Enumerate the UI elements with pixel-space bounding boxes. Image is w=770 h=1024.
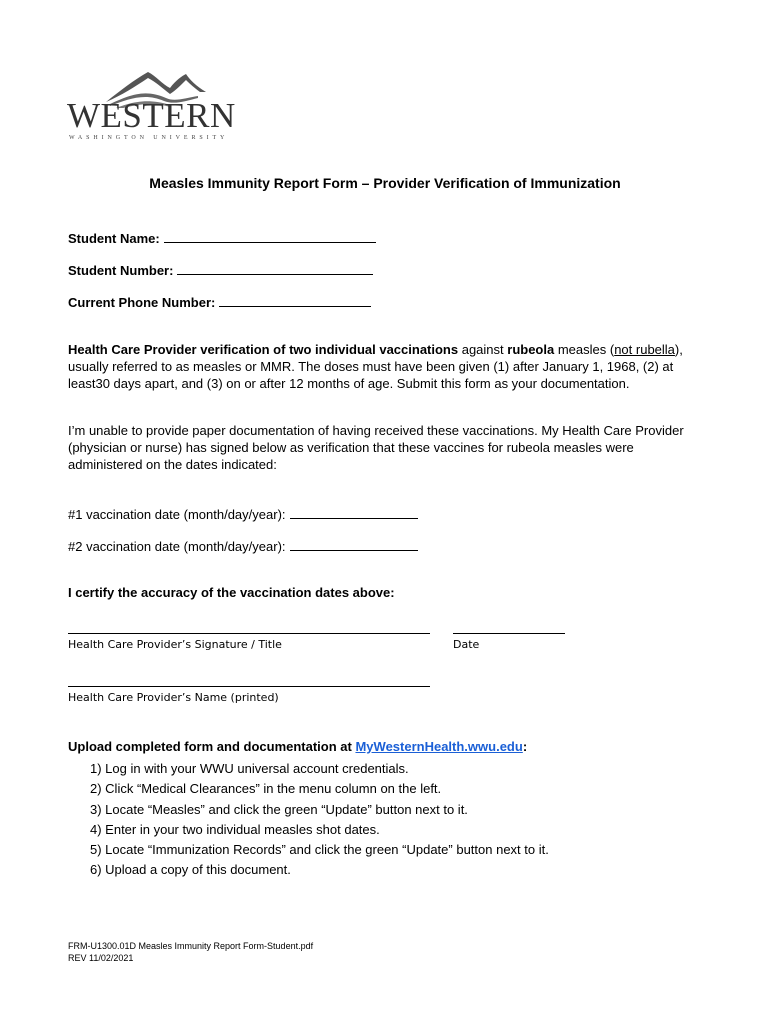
upload-step: 6) Upload a copy of this document. xyxy=(90,862,291,878)
printed-name-label: Health Care Provider’s Name (printed) xyxy=(68,691,279,704)
mywesternhealth-link[interactable]: MyWesternHealth.wwu.edu xyxy=(355,739,523,754)
vaccination-1-label: #1 vaccination date (month/day/year): xyxy=(68,507,286,522)
upload-step: 5) Locate “Immunization Records” and click the green “Update” button next to it. xyxy=(90,842,549,858)
footer xyxy=(68,940,313,964)
logo-subtitle: WASHINGTON UNIVERSITY xyxy=(69,135,229,141)
logo-wordmark: WESTERN xyxy=(67,96,236,135)
phone-label: Current Phone Number: xyxy=(68,295,216,310)
upload-steps xyxy=(90,759,549,881)
footer-revision: REV 11/02/2021 xyxy=(68,953,134,963)
student-name-input[interactable] xyxy=(164,229,376,243)
date-label: Date xyxy=(453,638,480,651)
not-rubella-note: not rubella xyxy=(614,342,675,357)
para1-text-c: ), usually referred to as measles or MMR. The doses must have been given (1) after January 1, 1968, (2) at least30 days apart, and (3) on or after 12 months of age. Submit this form as your documentation. xyxy=(68,342,683,391)
phone-row xyxy=(68,293,371,312)
upload-prefix: Upload completed form and documentation at xyxy=(68,739,356,754)
student-name-row xyxy=(68,229,376,248)
vaccination-1-row xyxy=(68,505,418,524)
date-line[interactable] xyxy=(453,633,565,634)
attestation-paragraph: I’m unable to provide paper documentation of having received these vaccinations. My Health Care Provider (physician or nurse) has signed below as verification that these vaccines for rubeola measles were administered on the dates indicated: xyxy=(68,423,684,472)
wwu-logo xyxy=(66,68,236,144)
footer-filename: FRM-U1300.01D Measles Immunity Report Form-Student.pdf xyxy=(68,941,314,951)
upload-heading xyxy=(68,739,527,754)
verification-instructions xyxy=(68,341,702,392)
para1-text-a: against xyxy=(458,342,508,357)
student-name-label: Student Name: xyxy=(68,231,160,246)
signature-line[interactable] xyxy=(68,633,430,634)
upload-step: 4) Enter in your two individual measles shot dates. xyxy=(90,821,380,837)
vaccination-1-date-input[interactable] xyxy=(290,505,418,519)
vaccination-2-label: #2 vaccination date (month/day/year): xyxy=(68,539,286,554)
signature-label: Health Care Provider’s Signature / Title xyxy=(68,638,282,651)
student-number-row xyxy=(68,261,373,280)
para1-text-b: measles ( xyxy=(554,342,615,357)
phone-input[interactable] xyxy=(219,293,371,307)
student-number-input[interactable] xyxy=(177,261,373,275)
verification-heading: Health Care Provider verification of two individual vaccinations xyxy=(68,342,459,357)
rubeola-term: rubeola xyxy=(507,342,555,357)
student-number-label: Student Number: xyxy=(68,263,174,278)
upload-step: 1) Log in with your WWU universal account credentials. xyxy=(90,761,409,776)
certify-statement: I certify the accuracy of the vaccination dates above: xyxy=(68,585,395,600)
page-title: Measles Immunity Report Form – Provider Verification of Immunization xyxy=(149,175,621,191)
upload-step: 2) Click “Medical Clearances” in the menu column on the left. xyxy=(90,781,442,797)
upload-suffix: : xyxy=(522,739,528,754)
vaccination-2-date-input[interactable] xyxy=(290,537,418,551)
upload-step: 3) Locate “Measles” and click the green “Update” button next to it. xyxy=(90,801,468,817)
vaccination-2-row xyxy=(68,537,418,556)
printed-name-line[interactable] xyxy=(68,686,430,687)
